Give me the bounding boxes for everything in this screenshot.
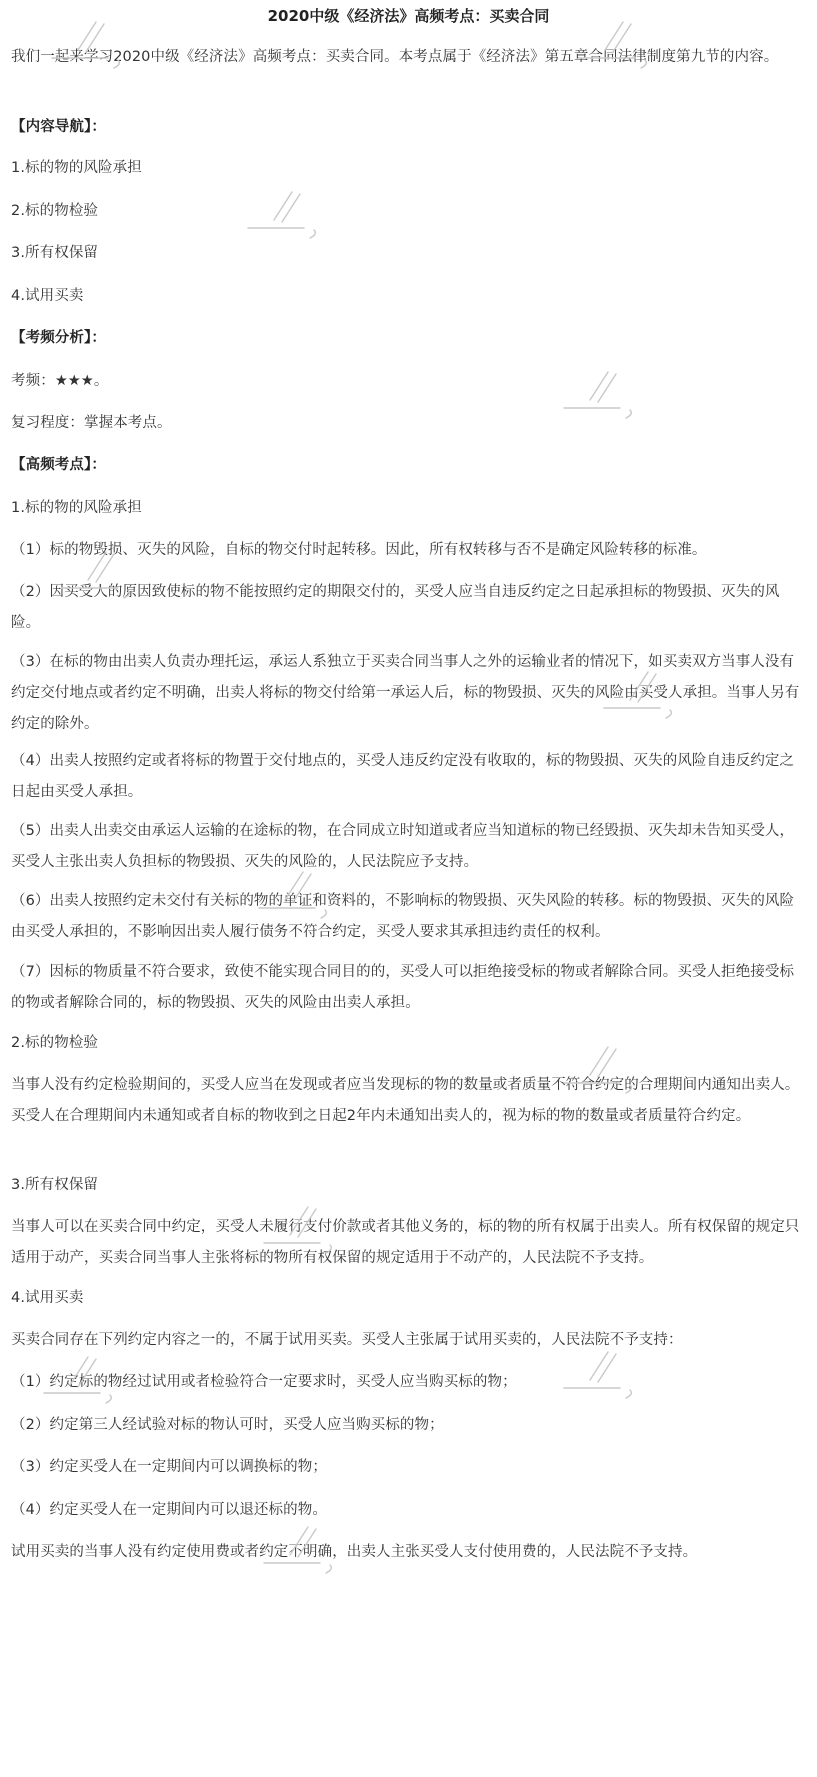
trial-ending: 试用买卖的当事人没有约定使用费或者约定不明确，出卖人主张买受人支付使用费的，人民法院不予支持。	[11, 1544, 698, 1560]
section-title-risk: 1.标的物的风险承担	[11, 500, 142, 516]
risk-item: （3）在标的物由出卖人负责办理托运，承运人系独立于买卖合同当事人之外的运输业者的情况下，如买卖双方当事人没有约定交付地点或者约定不明确，出卖人将标的物交付给第一承运人后，标的物毁损、灭失的风险由买受人承担。当事人另有约定的除外。	[11, 654, 800, 732]
trial-intro: 买卖合同存在下列约定内容之一的，不属于试用买卖。买受人主张属于试用买卖的，人民法院不予支持：	[11, 1332, 683, 1348]
section-title-inspection: 2.标的物检验	[11, 1035, 99, 1051]
frequency-stars: ★★★	[54, 373, 94, 389]
frequency-label: 考频：	[11, 373, 55, 389]
intro-paragraph: 我们一起来学习2020中级《经济法》高频考点：买卖合同。本考点属于《经济法》第五章合同法律制度第九节的内容。	[11, 49, 779, 65]
inspection-text: 当事人没有约定检验期间的，买受人应当在发现或者应当发现标的物的数量或者质量不符合约定的合理期间内通知出卖人。买受人在合理期间内未通知或者自标的物收到之日起2年内未通知出卖人的，视为标的物的数量或者质量符合约定。	[11, 1077, 800, 1124]
risk-item: （2）因买受人的原因致使标的物不能按照约定的期限交付的，买受人应当自违反约定之日起承担标的物毁损、灭失的风险。	[11, 584, 780, 631]
section-title-retention: 3.所有权保留	[11, 1177, 99, 1193]
frequency-line	[11, 366, 807, 397]
nav-item: 2.标的物检验	[11, 203, 99, 219]
nav-item: 4.试用买卖	[11, 288, 84, 304]
nav-item: 3.所有权保留	[11, 245, 99, 261]
nav-heading: 【内容导航】：	[11, 119, 106, 135]
review-level: 复习程度：掌握本考点。	[11, 415, 172, 431]
trial-item: （2）约定第三人经试验对标的物认可时，买受人应当购买标的物；	[11, 1417, 444, 1433]
risk-item: （5）出卖人出卖交由承运人运输的在途标的物，在合同成立时知道或者应当知道标的物已经毁损、灭失却未告知买受人，买受人主张出卖人负担标的物毁损、灭失的风险的，人民法院应予支持。	[11, 823, 795, 870]
points-heading: 【高频考点】：	[11, 457, 106, 473]
frequency-end: 。	[93, 373, 109, 389]
risk-item: （6）出卖人按照约定未交付有关标的物的单证和资料的，不影响标的物毁损、灭失风险的转移。标的物毁损、灭失的风险由买受人承担的，不影响因出卖人履行债务不符合约定，买受人要求其承担违约责任的权利。	[11, 893, 795, 940]
trial-item: （1）约定标的物经过试用或者检验符合一定要求时，买受人应当购买标的物；	[11, 1374, 517, 1390]
retention-text: 当事人可以在买卖合同中约定，买受人未履行支付价款或者其他义务的，标的物的所有权属于出卖人。所有权保留的规定只适用于动产，买卖合同当事人主张将标的物所有权保留的规定适用于不动产的，人民法院不予支持。	[11, 1219, 800, 1266]
risk-item: （1）标的物毁损、灭失的风险，自标的物交付时起转移。因此，所有权转移与否不是确定风险转移的标准。	[11, 542, 707, 558]
risk-item: （4）出卖人按照约定或者将标的物置于交付地点的，买受人违反约定没有收取的，标的物毁损、灭失的风险自违反约定之日起由买受人承担。	[11, 753, 795, 800]
section-title-trial: 4.试用买卖	[11, 1290, 84, 1306]
analysis-heading: 【考频分析】：	[11, 330, 106, 346]
trial-item: （4）约定买受人在一定期间内可以退还标的物。	[11, 1502, 327, 1518]
nav-item: 1.标的物的风险承担	[11, 160, 142, 176]
risk-item: （7）因标的物质量不符合要求，致使不能实现合同目的的，买受人可以拒绝接受标的物或者解除合同。买受人拒绝接受标的物或者解除合同的，标的物毁损、灭失的风险由出卖人承担。	[11, 964, 795, 1011]
trial-item: （3）约定买受人在一定期间内可以调换标的物；	[11, 1459, 327, 1475]
article-title: 2020中级《经济法》高频考点：买卖合同	[267, 7, 550, 25]
